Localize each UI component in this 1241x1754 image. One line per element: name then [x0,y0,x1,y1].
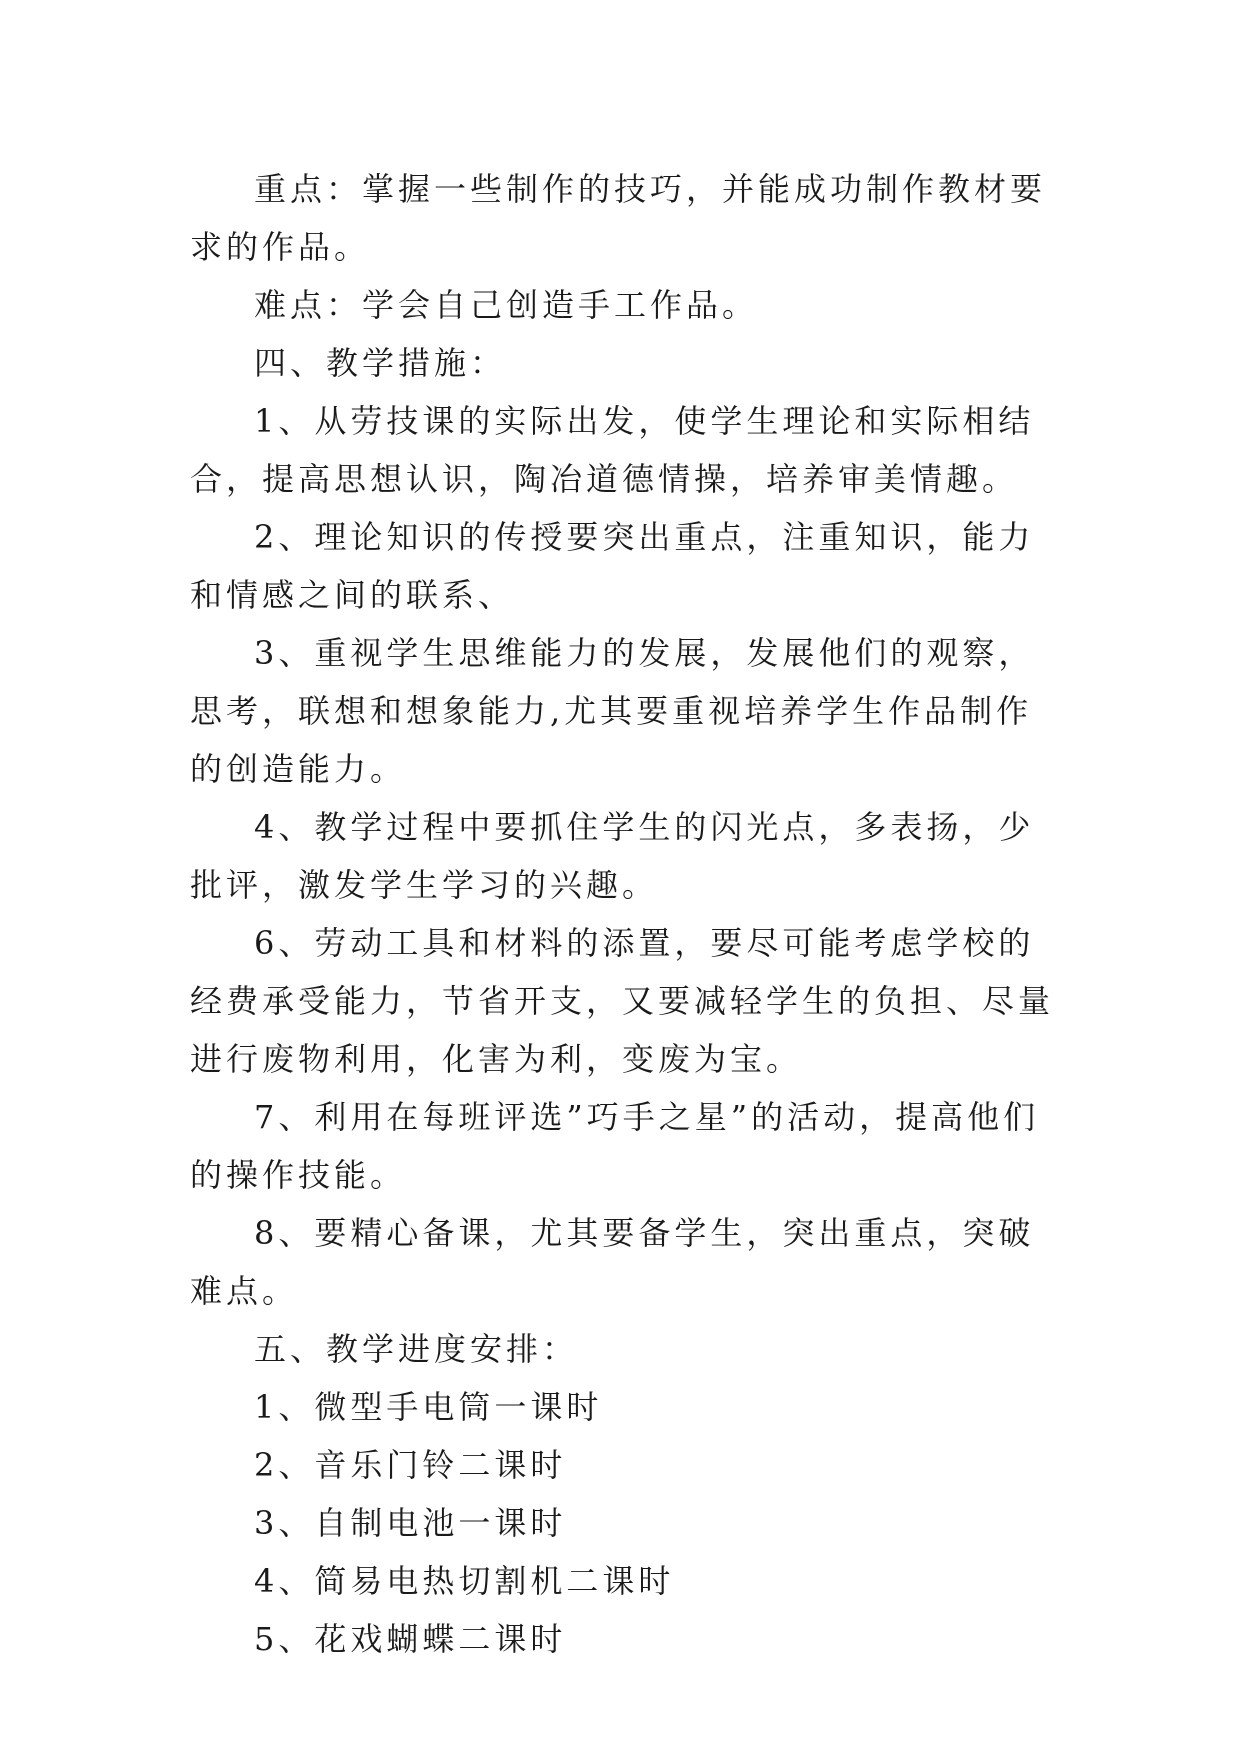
measure-item-2: 2、理论知识的传授要突出重点，注重知识，能力和情感之间的联系、 [190,518,1035,614]
measure-item-4: 4、教学过程中要抓住学生的闪光点，多表扬，少批评，激发学生学习的兴趣。 [190,808,1035,904]
schedule-item-1: 1、微型手电筒一课时 [254,1388,603,1426]
schedule-item-5: 5、花戏蝴蝶二课时 [254,1620,567,1658]
schedule-item-4: 4、简易电热切割机二课时 [254,1562,675,1600]
section-heading-teaching-measures: 四、教学措施： [254,344,507,382]
difficulty-paragraph: 难点：学会自己创造手工作品。 [254,286,759,324]
measure-item-7: 7、利用在每班评选”巧手之星”的活动，提高他们的操作技能。 [190,1098,1040,1194]
measure-item-1: 1、从劳技课的实际出发，使学生理论和实际相结合，提高思想认识，陶冶道德情操，培养审美情趣。 [190,402,1035,498]
key-point-paragraph: 重点：掌握一些制作的技巧，并能成功制作教材要求的作品。 [190,170,1047,266]
measure-item-6: 6、劳动工具和材料的添置，要尽可能考虑学校的经费承受能力，节省开支，又要减轻学生的负担、尽量进行废物利用，化害为利，变废为宝。 [190,924,1055,1078]
schedule-item-2: 2、音乐门铃二课时 [254,1446,567,1484]
measure-item-3: 3、重视学生思维能力的发展，发展他们的观察，思考，联想和想象能力,尤其要重视培养学生作品制作的创造能力。 [190,634,1035,788]
schedule-item-3: 3、自制电池一课时 [254,1504,567,1542]
section-heading-schedule: 五、教学进度安排： [254,1330,579,1368]
measure-item-8: 8、要精心备课，尤其要备学生，突出重点，突破难点。 [190,1214,1035,1310]
document-body [190,160,1060,1668]
